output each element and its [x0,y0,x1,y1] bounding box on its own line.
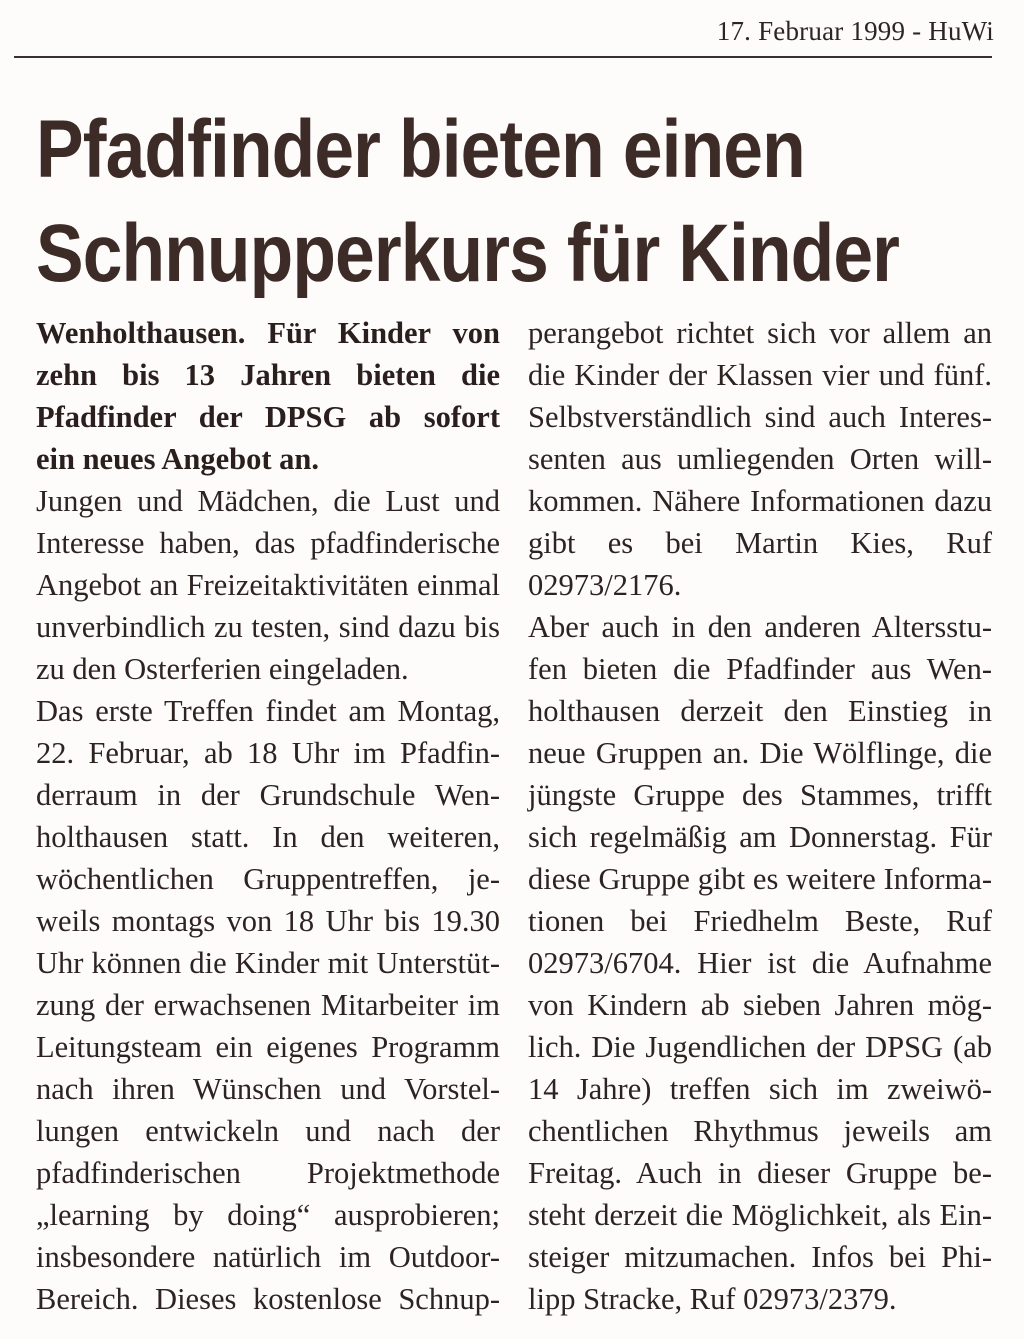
article-text-line: weils montags von 18 Uhr bis 19.30 [36,904,500,938]
article-text-line: gibt es bei Martin Kies, Ruf [528,526,992,560]
article-text-line: Leitungsteam ein eigenes Programm [36,1030,500,1064]
article-text-line: senten aus umliegenden Orten will- [528,442,992,476]
article-text-line: lich. Die Jugendlichen der DPSG (ab [528,1030,992,1064]
article-text-line: 14 Jahre) treffen sich im zweiwö- [528,1072,992,1106]
article-text-line: Aber auch in den anderen Altersstu- [528,610,992,644]
dateline: 17. Februar 1999 - HuWi [716,16,994,46]
article-text-line: „learning by doing“ ausprobieren; [36,1198,500,1232]
article-text-line: perangebot richtet sich vor allem an [528,316,992,350]
article-text-line: steiger mitzumachen. Infos bei Phi- [528,1240,992,1274]
article-text-line: zu den Osterferien eingeladen. [36,652,409,686]
article-text-line: insbesondere natürlich im Outdoor- [36,1240,500,1274]
article-text-line: Selbstverständlich sind auch Interes- [528,400,992,434]
article-text-line: Das erste Treffen findet am Montag, [36,694,500,728]
article-text-line: Angebot an Freizeitaktivitäten einmal [36,568,500,602]
article-text-line: 02973/2176. [528,568,682,602]
article-text-line: 22. Februar, ab 18 Uhr im Pfadfin- [36,736,500,770]
article-text-line: Wenholthausen. Für Kinder von [36,316,500,350]
headline-line-2: Schnupperkurs für Kinder [36,208,900,299]
article-text-line: wöchentlichen Gruppentreffen, je- [36,862,500,896]
header-rule [14,56,992,58]
article-text-line: die Kinder der Klassen vier und fünf. [528,358,992,392]
headline-line-1: Pfadfinder bieten einen [36,104,805,195]
article-text-line: sich regelmäßig am Donnerstag. Für [528,820,992,854]
article-text-line: derraum in der Grundschule Wen- [36,778,500,812]
article-text-line: nach ihren Wünschen und Vorstel- [36,1072,500,1106]
article-text-line: Jungen und Mädchen, die Lust und [36,484,500,518]
article-text-line: diese Gruppe gibt es weitere Informa- [528,862,992,896]
article-text-line: 02973/6704. Hier ist die Aufnahme [528,946,992,980]
article-text-line: jüngste Gruppe des Stammes, trifft [528,778,992,812]
article-text-line: Bereich. Dieses kostenlose Schnup- [36,1282,500,1316]
article-text-line: tionen bei Friedhelm Beste, Ruf [528,904,992,938]
article-text-line: Interesse haben, das pfadfinderische [36,526,500,560]
article-text-line: fen bieten die Pfadfinder aus Wen- [528,652,992,686]
article-column-right [528,312,992,1320]
article-text-line: Pfadfinder der DPSG ab sofort [36,400,500,434]
article-text-line: chentlichen Rhythmus jeweils am [528,1114,992,1148]
article-text-line: holthausen derzeit den Einstieg in [528,694,992,728]
article-text-line: ein neues Angebot an. [36,442,320,476]
article-text-line: neue Gruppen an. Die Wölflinge, die [528,736,992,770]
article-text-line: unverbindlich zu testen, sind dazu bis [36,610,500,644]
article-text-line: Uhr können die Kinder mit Unterstüt- [36,946,500,980]
article-column-left [36,312,500,1320]
article-text-line: steht derzeit die Möglichkeit, als Ein- [528,1198,992,1232]
article-text-line: von Kindern ab sieben Jahren mög- [528,988,992,1022]
article-text-line: kommen. Nähere Informationen dazu [528,484,992,518]
article-text-line: lipp Stracke, Ruf 02973/2379. [528,1282,897,1316]
article-headline [36,98,900,306]
article-text-line: zung der erwachsenen Mitarbeiter im [36,988,500,1022]
article-text-line: pfadfinderischen Projektmethode [36,1156,500,1190]
article-text-line: zehn bis 13 Jahren bieten die [36,358,500,392]
article-text-line: holthausen statt. In den weiteren, [36,820,500,854]
article-text-line: Freitag. Auch in dieser Gruppe be- [528,1156,992,1190]
article-text-line: lungen entwickeln und nach der [36,1114,500,1148]
